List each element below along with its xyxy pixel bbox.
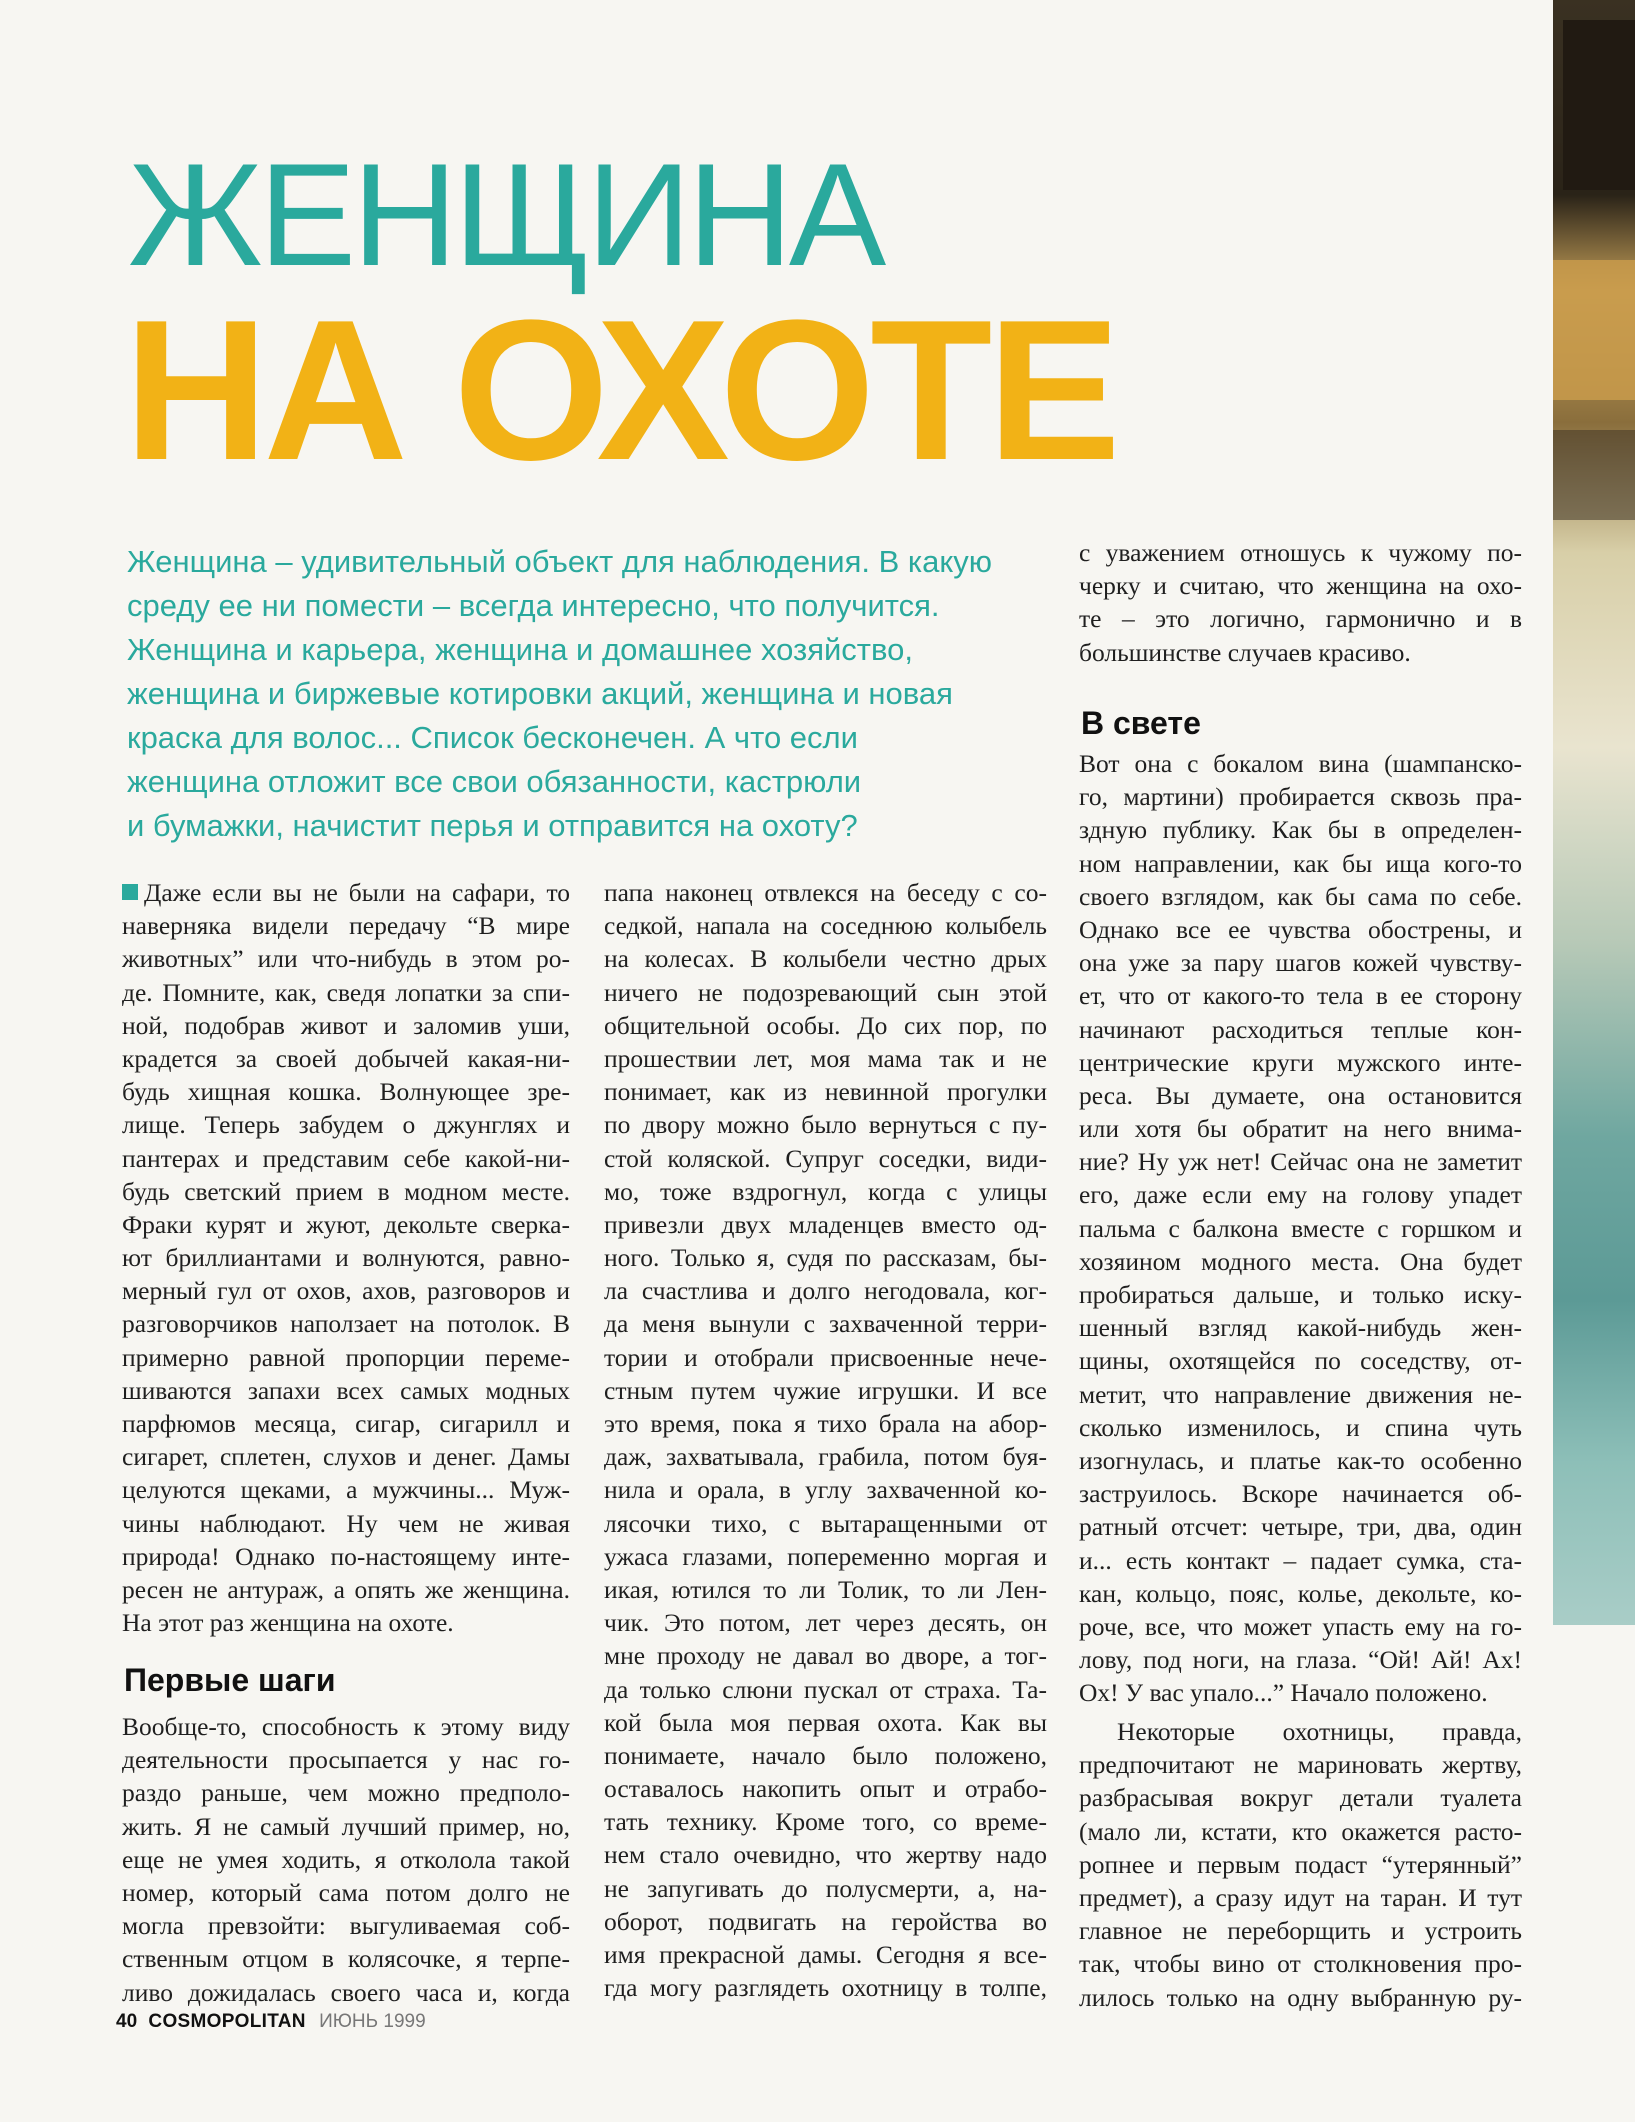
- text-line: еще не умея ходить, я отколола такой: [122, 1844, 570, 1874]
- text-line: чины наблюдают. Ну чем не живая: [122, 1508, 570, 1538]
- text-line: главное не переборщить и устроить: [1079, 1916, 1522, 1946]
- column-2: [604, 876, 1047, 2004]
- text-line: сигарет, сплетен, слухов и денег. Дамы: [122, 1442, 570, 1472]
- text-line: Однако все ее чувства обострены, и: [1079, 914, 1522, 944]
- text-line: Некоторые охотницы, правда,: [1117, 1717, 1522, 1746]
- text-line: да только слюни пускал от страха. Та-: [604, 1674, 1047, 1704]
- text-line: имя прекрасной дамы. Сегодня я все-: [604, 1940, 1047, 1969]
- text-line: лову, под ноги, на глаза. “Ой! Ай! Ах!: [1079, 1645, 1522, 1675]
- text-line: будь светский прием в модном месте.: [122, 1176, 570, 1206]
- text-line: наверняка видели передачу “В мире: [122, 911, 570, 941]
- text-line: это время, пока я тихо брала на абор-: [604, 1409, 1047, 1438]
- article-title-line2: НА ОХОТЕ: [124, 279, 1116, 502]
- text-line: здную публику. Как бы в определен-: [1079, 815, 1522, 845]
- text-line: Ох! У вас упало...” Начало положено.: [1079, 1678, 1488, 1708]
- text-line: предпочитают не мариновать жертву,: [1079, 1750, 1522, 1780]
- text-line: не запугивать до полусмерти, а, на-: [604, 1873, 1047, 1903]
- lead-line: и бумажки, начистит перья и отправится на охоту?: [127, 808, 858, 843]
- teal-square-bullet-icon: [122, 884, 138, 900]
- page-footer: [116, 2007, 426, 2037]
- text-line: ного. Только я, судя по рассказам, бы-: [604, 1243, 1047, 1273]
- text-line: привезли двух младенцев вместо од-: [604, 1209, 1047, 1239]
- text-line: большинстве случаев красиво.: [1079, 637, 1411, 667]
- text-line: хозяином модного места. Она будет: [1079, 1246, 1522, 1276]
- text-line: ропнее и первым подаст “утерянный”: [1079, 1849, 1522, 1879]
- text-line: своего взглядом, как бы сама по себе.: [1079, 881, 1522, 911]
- text-line: шенный взгляд какой-нибудь жен-: [1079, 1313, 1522, 1343]
- text-line: ливо дожидалась своего часа и, когда: [122, 1977, 570, 2007]
- lead-line: Женщина и карьера, женщина и домашнее хозяйство,: [127, 632, 913, 667]
- text-line: ют бриллиантами и волнуются, равно-: [122, 1243, 570, 1273]
- text-line: ной, подобрав живот и заломив уши,: [122, 1010, 570, 1040]
- text-line: тории и отобрали присвоенные нече-: [604, 1342, 1047, 1372]
- text-line: шиваются запахи всех самых модных: [122, 1375, 570, 1405]
- text-line: стой коляской. Супруг соседки, види-: [604, 1143, 1047, 1173]
- text-line: ственным отцом в колясочке, я терпе-: [122, 1944, 570, 1974]
- column-3-hunters: [1079, 1715, 1522, 2014]
- text-line: (мало ли, кстати, кто окажется расто-: [1079, 1816, 1522, 1846]
- column-3-continued: [1079, 536, 1522, 669]
- text-line: на колесах. В колыбели честно дрых: [604, 944, 1047, 974]
- text-line: примерно равной пропорции переме-: [122, 1342, 570, 1372]
- text-line: понимает, как из невинной прогулки: [604, 1077, 1047, 1107]
- text-line: стным путем чужие игрушки. И все: [604, 1375, 1047, 1405]
- text-line: парфюмов месяца, сигар, сигарилл и: [122, 1409, 570, 1438]
- text-line: и... есть контакт – падает сумка, ста-: [1079, 1545, 1522, 1575]
- column-3-in-society: [1079, 747, 1522, 1709]
- text-line: кан, кольцо, пояс, колье, декольте, ко-: [1079, 1578, 1522, 1608]
- text-line: крадется за своей добычей какая-ни-: [122, 1043, 570, 1073]
- text-line: разговорчиков наползает на потолок. В: [122, 1309, 570, 1339]
- text-line: ет, что от какого-то тела в ее сторону: [1079, 981, 1522, 1011]
- text-line: она уже за пару шагов кожей чувству-: [1079, 948, 1522, 978]
- text-line: его, даже если ему на голову упадет: [1079, 1180, 1522, 1210]
- text-line: ном направлении, как бы ища кого-то: [1079, 848, 1522, 878]
- photo-detail: [1553, 430, 1635, 520]
- text-line: чик. Это потом, лет через десять, он: [604, 1608, 1047, 1638]
- text-line: изогнулась, и платье как-то особенно: [1079, 1445, 1522, 1475]
- text-line: те – это логично, гармонично и в: [1079, 604, 1522, 634]
- text-line: жить. Я не самый лучший пример, но,: [122, 1811, 570, 1841]
- text-line: природа! Однако по-настоящему инте-: [122, 1541, 570, 1571]
- photo-detail: [1553, 260, 1635, 400]
- text-line: Вот она с бокалом вина (шампанско-: [1079, 749, 1522, 778]
- text-line: реса. Вы думаете, она остановится: [1079, 1080, 1522, 1110]
- text-line: Фраки курят и жуют, декольте сверка-: [122, 1209, 570, 1239]
- column-1-first-steps: [122, 1710, 570, 2009]
- text-line: заструилось. Вскоре начинается об-: [1079, 1479, 1522, 1509]
- section-heading-first-steps: Первые шаги: [124, 1662, 336, 1698]
- magazine-name: COSMOPOLITAN: [148, 2011, 306, 2032]
- text-line: пробираться дальше, и только иску-: [1079, 1280, 1522, 1309]
- text-line: кой была моя первая охота. Как вы: [604, 1707, 1047, 1737]
- text-line: ла счастлива и долго негодовала, ког-: [604, 1276, 1047, 1306]
- text-line: На этот раз женщина на охоте.: [122, 1608, 454, 1638]
- text-line: де. Помните, как, сведя лопатки за спи-: [122, 977, 570, 1007]
- text-line: разбрасывая вокруг детали туалета: [1079, 1783, 1522, 1813]
- text-line: могла превзойти: выгуливаемая соб-: [122, 1911, 570, 1941]
- text-line: метит, что направление движения не-: [1079, 1379, 1522, 1409]
- text-line: пантерах и представим себе какой-ни-: [122, 1143, 570, 1173]
- text-line: раздо раньше, чем можно предполо-: [122, 1778, 570, 1808]
- text-line: ужаса глазами, попеременно моргая и: [604, 1541, 1047, 1571]
- photo-detail: [1563, 20, 1635, 190]
- text-line: папа наконец отвлекся на беседу с со-: [604, 878, 1047, 907]
- text-line: оставалось накопить опыт и отрабо-: [604, 1774, 1047, 1804]
- text-line: так, чтобы вино от столкновения про-: [1079, 1949, 1522, 1979]
- section-heading-in-society: В свете: [1081, 705, 1201, 741]
- text-line: гда могу разглядеть охотницу в толпе,: [604, 1973, 1047, 2003]
- lead-line: женщина и биржевые котировки акций, женщина и новая: [127, 676, 953, 711]
- text-line: Вообще-то, способность к этому виду: [122, 1712, 570, 1741]
- text-line: седкой, напала на соседнюю колыбель: [604, 911, 1047, 941]
- text-line: даж, захватывала, грабила, потом буя-: [604, 1442, 1047, 1472]
- text-line: лилось только на одну выбранную ру-: [1079, 1982, 1522, 2012]
- text-line: черку и считаю, что женщина на охо-: [1079, 571, 1522, 601]
- text-line: предмет), а сразу идут на таран. И тут: [1079, 1882, 1522, 1912]
- text-line: тать технику. Кроме того, со време-: [604, 1807, 1047, 1837]
- text-line: общительной особы. До сих пор, по: [604, 1010, 1047, 1040]
- text-line: по двору можно было вернуться с пу-: [604, 1110, 1047, 1140]
- text-line: оборот, подвигать на геройства во: [604, 1906, 1047, 1936]
- lead-paragraph: [127, 540, 993, 848]
- article-title-line1: ЖЕНЩИНА: [128, 133, 883, 296]
- text-line: лясочки тихо, с вытаращенными от: [604, 1508, 1047, 1538]
- text-line: го, мартини) пробирается сквозь пра-: [1079, 782, 1522, 812]
- page-number: 40: [116, 2011, 138, 2032]
- text-line: пальма с балкона вместе с горшком и: [1079, 1213, 1522, 1243]
- text-line: мо, тоже вздрогнул, когда с улицы: [604, 1176, 1047, 1206]
- text-line: сколько изменилось, и спина чуть: [1079, 1412, 1522, 1442]
- column-1-intro: [122, 876, 570, 1639]
- text-line: икая, ютился то ли Толик, то ли Лен-: [604, 1574, 1047, 1604]
- text-line: животных” или что-нибудь в этом ро-: [122, 944, 570, 974]
- text-line: понимаете, начало было положено,: [604, 1740, 1047, 1770]
- text-line: нила и орала, в углу захваченной ко-: [604, 1475, 1047, 1505]
- text-line: роче, все, что может упасть ему на го-: [1079, 1611, 1522, 1641]
- lead-line: Женщина – удивительный объект для наблюдения. В какую: [127, 544, 993, 579]
- text-line: будь хищная кошка. Волнующее зре-: [122, 1077, 570, 1107]
- lead-line: женщина отложит все свои обязанности, кастрюли: [127, 764, 862, 799]
- text-line: ресен не антураж, а опять же женщина.: [122, 1574, 570, 1604]
- text-line: или хотя бы обратит на него внима-: [1079, 1114, 1522, 1144]
- text-line: мне проходу не давал во дворе, а тог-: [604, 1641, 1047, 1671]
- issue-date: ИЮНЬ 1999: [319, 2011, 426, 2032]
- text-line: Даже если вы не были на сафари, то: [122, 876, 570, 909]
- lead-line: краска для волос... Список бесконечен. А что если: [127, 720, 858, 755]
- text-line: щины, охотящейся по соседству, от-: [1079, 1346, 1522, 1376]
- text-line: деятельности просыпается у нас го-: [122, 1745, 570, 1775]
- text-line: ничего не подозревающий сын этой: [604, 977, 1047, 1007]
- text-line: центрические круги мужского инте-: [1079, 1047, 1522, 1077]
- text-line: лище. Теперь забудем о джунглях и: [122, 1110, 570, 1140]
- text-line: да меня вынули с захваченной терри-: [604, 1309, 1047, 1339]
- text-line: целуются щеками, а мужчины... Муж-: [122, 1475, 570, 1505]
- text-line: ратный отсчет: четыре, три, два, один: [1079, 1512, 1522, 1542]
- text-line: начинают расходиться теплые кон-: [1079, 1014, 1522, 1044]
- text-line: с уважением отношусь к чужому по-: [1079, 538, 1522, 567]
- photo-strip: [1553, 0, 1635, 1625]
- lead-line: среду ее ни помести – всегда интересно, что получится.: [127, 588, 940, 623]
- text-line: мерный гул от охов, ахов, разговоров и: [122, 1276, 570, 1306]
- text-line: номер, который сама потом долго не: [122, 1877, 570, 1907]
- text-line: прошествии лет, моя мама так и не: [604, 1043, 1047, 1073]
- text-line: ние? Ну уж нет! Сейчас она не заметит: [1079, 1147, 1522, 1177]
- text-line: нем стало очевидно, что жертву надо: [604, 1840, 1047, 1870]
